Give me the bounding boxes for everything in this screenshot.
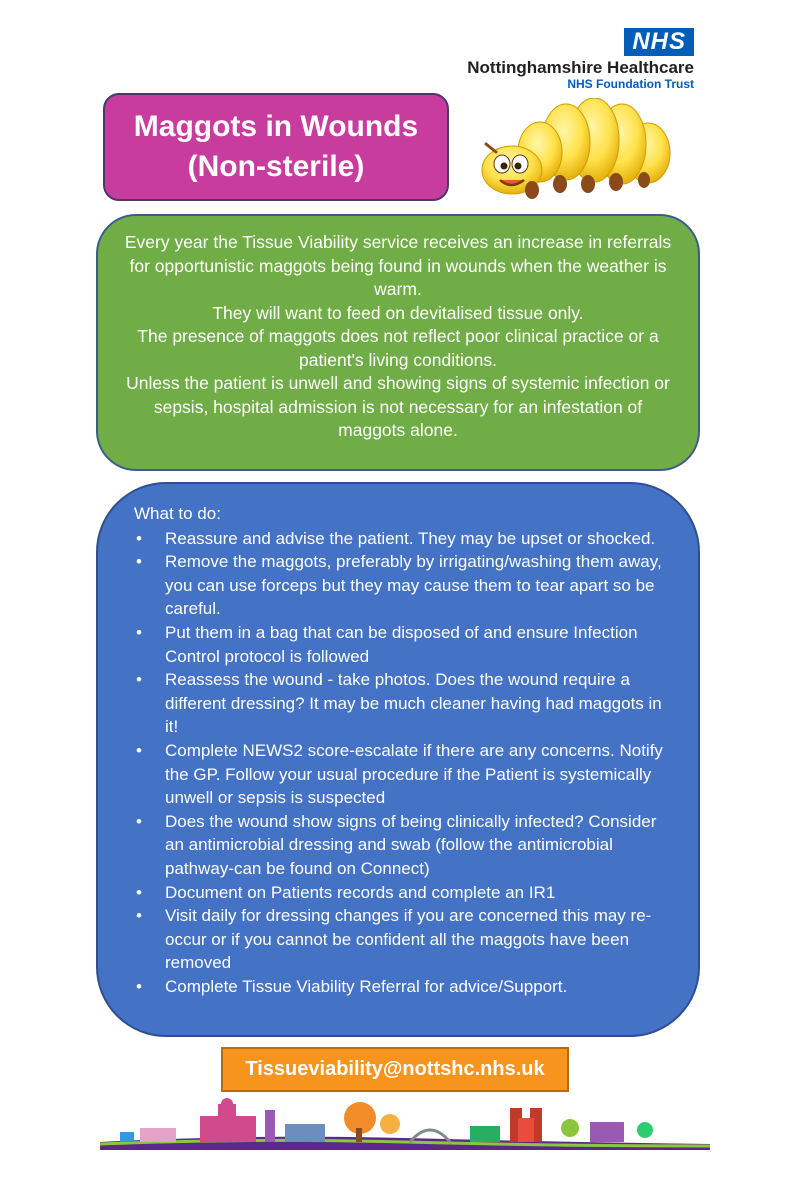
intro-paragraph: Unless the patient is unwell and showing signs of systemic infection or sepsis, hospital admission is not necessary for an infestation of maggots alone. <box>126 373 670 440</box>
contact-email[interactable]: Tissueviability@nottshc.nhs.uk <box>221 1047 569 1092</box>
nhs-logo: NHS <box>624 28 694 56</box>
title-line-1: Maggots in Wounds <box>133 110 419 143</box>
bullet-icon: • <box>136 906 142 926</box>
intro-panel <box>96 214 700 471</box>
list-item <box>134 621 678 668</box>
what-to-do-heading: What to do: <box>134 504 221 523</box>
list-item <box>134 527 678 551</box>
list-item-text: Complete NEWS2 score-escalate if there are any concerns. Notify the GP. Follow your usual procedure if the Patient is systemically unwell or sepsis is suspected <box>165 740 663 808</box>
list-item-text: Visit daily for dressing changes if you are concerned this may re-occur or if you cannot be confident all the maggots have been removed <box>165 906 652 973</box>
list-item-text: Reassess the wound - take photos. Does the wound require a different dressing? It may be much cleaner having had maggots in it! <box>165 670 662 737</box>
list-item-text: Reassure and advise the patient. They may be upset or shocked. <box>165 528 656 548</box>
bullet-icon: • <box>136 622 142 642</box>
skyline-illustration <box>100 1098 710 1150</box>
intro-paragraph: The presence of maggots does not reflect poor clinical practice or a patient's living conditions. <box>137 326 659 370</box>
list-item-text: Put them in a bag that can be disposed of and ensure Infection Control protocol is followed <box>165 622 638 666</box>
bullet-icon: • <box>136 882 142 902</box>
list-item <box>134 668 678 739</box>
org-subtitle: NHS Foundation Trust <box>567 77 694 91</box>
list-item-text: Complete Tissue Viability Referral for advice/Support. <box>165 976 568 996</box>
bullet-icon: • <box>136 976 142 996</box>
intro-paragraph: Every year the Tissue Viability service receives an increase in referrals for opportunistic maggots being found in wounds when the weather is warm. <box>124 232 672 299</box>
what-to-do-list <box>134 527 678 999</box>
list-item <box>134 550 678 621</box>
org-name: Nottinghamshire Healthcare <box>467 58 694 77</box>
bullet-icon: • <box>136 740 142 760</box>
nhs-header <box>467 28 694 91</box>
what-to-do-panel <box>96 482 700 1037</box>
list-item <box>134 904 678 975</box>
maggot-cartoon-icon <box>470 98 680 208</box>
page-title <box>103 93 449 201</box>
list-item-text: Does the wound show signs of being clinically infected? Consider an antimicrobial dressing and swab (follow the antimicrobial pathway-can be found on Connect) <box>165 811 657 878</box>
title-line-2: (Non-sterile) <box>187 150 365 183</box>
bullet-icon: • <box>136 528 142 548</box>
bullet-icon: • <box>136 670 142 690</box>
list-item <box>134 810 678 881</box>
list-item-text: Remove the maggots, preferably by irrigating/washing them away, you can use forceps but they may cause them to tear apart so be careful. <box>165 552 662 619</box>
list-item <box>134 739 678 810</box>
bullet-icon: • <box>136 552 142 572</box>
list-item <box>134 975 678 999</box>
bullet-icon: • <box>136 811 142 831</box>
list-item-text: Document on Patients records and complete an IR1 <box>165 882 556 902</box>
list-item <box>134 881 678 905</box>
intro-paragraph: They will want to feed on devitalised tissue only. <box>212 302 584 323</box>
